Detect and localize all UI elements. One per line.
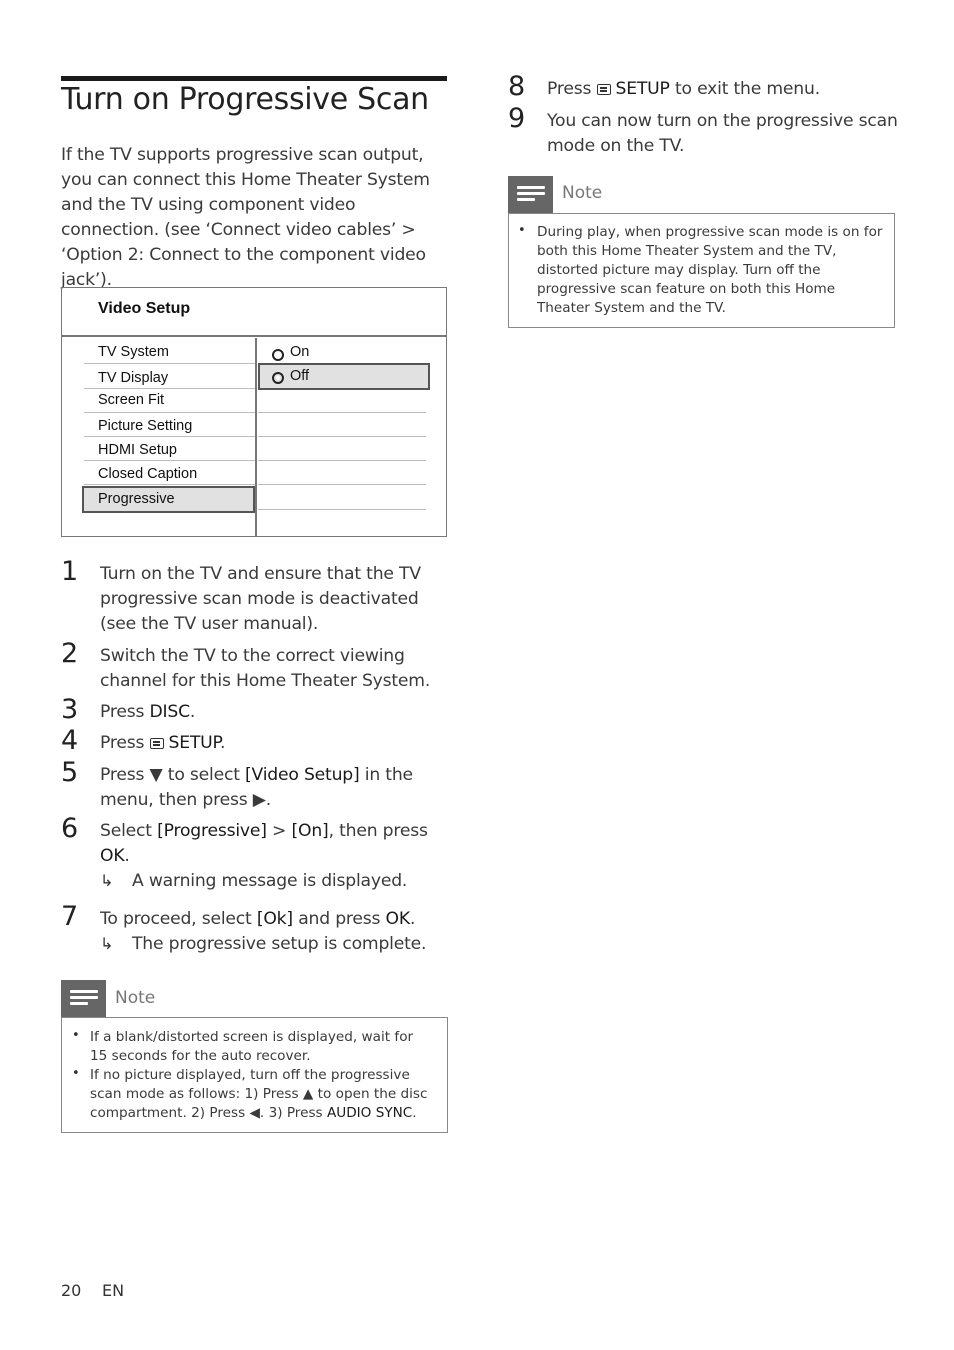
menu-row-line <box>258 484 426 485</box>
note-part: to open the disc compartment. 2) Press ◀. 3) Press <box>90 1086 428 1121</box>
bullet: • <box>518 223 526 238</box>
menu-column-divider <box>255 338 257 536</box>
eject-icon: ▲ <box>302 1086 314 1102</box>
title-rule <box>61 76 447 81</box>
menu-row-line <box>84 388 255 389</box>
note-key: AUDIO SYNC <box>326 1105 413 1121</box>
step-3-post: . <box>189 702 196 722</box>
menu-item-closed-caption: Closed Caption <box>98 466 198 482</box>
step-3-pre: Press <box>100 702 150 722</box>
note-part: If no picture displayed, turn off the progressive scan mode as follows: 1) Press <box>90 1067 410 1102</box>
step-6-option: [On] <box>291 821 329 841</box>
note-label: Note <box>562 183 603 203</box>
menu-row-line <box>84 484 255 485</box>
step-number: 5 <box>61 757 79 788</box>
step-7-part: . <box>409 909 416 929</box>
page-title: Turn on Progressive Scan <box>61 82 429 117</box>
step-7-part: and press <box>292 909 386 929</box>
step-7-text <box>100 907 445 932</box>
option-off: Off <box>290 368 310 384</box>
radio-off-icon <box>272 372 284 384</box>
step-6-key: OK <box>100 846 125 866</box>
menu-item-picture-setting: Picture Setting <box>98 418 193 434</box>
menu-row-line <box>84 363 255 364</box>
note-icon <box>508 176 553 213</box>
note-lines-icon <box>70 990 98 1008</box>
step-6-part: , then press <box>328 821 428 841</box>
step-6-part: Select <box>100 821 158 841</box>
menu-row-line <box>84 460 255 461</box>
menu-item-screen-fit: Screen Fit <box>98 392 165 408</box>
menu-title: Video Setup <box>98 300 191 317</box>
note-box <box>61 1017 448 1133</box>
step-8-post: to exit the menu. <box>669 79 820 99</box>
step-5-part: Press ▼ to select <box>100 765 246 785</box>
note-bullet-1: If a blank/distorted screen is displayed, wait for 15 seconds for the auto recover. <box>90 1029 414 1064</box>
page-number: 20 <box>61 1281 82 1300</box>
step-4-key: SETUP <box>168 733 221 753</box>
note-lines-icon <box>517 186 545 204</box>
menu-row-line <box>258 436 426 437</box>
step-6-part: . <box>124 846 130 866</box>
step-3-text <box>100 700 440 725</box>
step-6-part: > <box>266 821 292 841</box>
note-label: Note <box>115 988 156 1008</box>
menu-item-tv-system: TV System <box>98 344 169 360</box>
step-8-pre: Press <box>547 79 597 99</box>
result-arrow-icon: ↳ <box>100 934 114 953</box>
step-2-text: Switch the TV to the correct viewing channel for this Home Theater System. <box>100 646 431 691</box>
menu-row-line <box>258 460 426 461</box>
step-number: 2 <box>61 638 79 669</box>
language-code: EN <box>102 1281 125 1300</box>
step-number: 9 <box>508 103 526 134</box>
step-4-text <box>100 731 440 756</box>
step-1-text: Turn on the TV and ensure that the TV progressive scan mode is deactivated (see the TV user manual). <box>100 564 421 634</box>
step-7-part: To proceed, select <box>100 909 257 929</box>
step-4-pre: Press <box>100 733 150 753</box>
step-6-option: [Progressive] <box>157 821 267 841</box>
note-box <box>508 213 895 328</box>
note-bullet-2 <box>90 1066 430 1123</box>
step-number: 8 <box>508 71 526 102</box>
note-part: . <box>412 1105 417 1121</box>
step-5-text <box>100 763 440 813</box>
video-setup-menu <box>61 287 447 537</box>
step-number: 6 <box>61 813 79 844</box>
step-5-option: [Video Setup] <box>245 765 360 785</box>
step-5-part: in the menu, then press ▶. <box>100 765 413 810</box>
step-7-key: OK <box>385 909 410 929</box>
step-number: 1 <box>61 556 79 587</box>
step-number: 7 <box>61 901 79 932</box>
menu-row-line <box>258 509 426 510</box>
setup-menu-icon <box>150 738 164 749</box>
step-6-text <box>100 819 440 869</box>
step-8-text <box>547 77 897 102</box>
step-7-option: [Ok] <box>256 909 293 929</box>
menu-separator <box>62 335 446 337</box>
result-arrow-icon: ↳ <box>100 871 114 890</box>
note-bullet-1: During play, when progressive scan mode is on for both this Home Theater System and the TV, distorted picture may display. Turn off the progressive scan feature on both this Home Theater System and the TV. <box>537 224 883 316</box>
step-3-key: DISC <box>149 702 190 722</box>
menu-item-tv-display: TV Display <box>98 370 169 386</box>
step-6-result: A warning message is displayed. <box>132 871 408 891</box>
bullet: • <box>72 1028 80 1043</box>
step-8-key: SETUP <box>615 79 670 99</box>
step-number: 4 <box>61 725 79 756</box>
step-number: 3 <box>61 694 79 725</box>
step-7-result: The progressive setup is complete. <box>132 934 427 954</box>
menu-row-line <box>84 436 255 437</box>
menu-item-progressive: Progressive <box>98 491 175 507</box>
menu-item-hdmi-setup: HDMI Setup <box>98 442 177 458</box>
step-4-post: . <box>220 733 226 753</box>
note-icon <box>61 980 106 1017</box>
step-9-text: You can now turn on the progressive scan mode on the TV. <box>547 111 898 156</box>
radio-on-icon <box>272 349 284 361</box>
option-on: On <box>290 344 310 360</box>
intro-paragraph: If the TV supports progressive scan output, you can connect this Home Theater System and the TV using component video connection. (see ‘Connect video cables’ > ‘Option 2: Connect to the component video jack’). <box>61 145 430 290</box>
menu-row-line <box>84 412 255 413</box>
menu-row-line <box>258 412 426 413</box>
bullet: • <box>72 1066 80 1081</box>
setup-menu-icon <box>597 84 611 95</box>
